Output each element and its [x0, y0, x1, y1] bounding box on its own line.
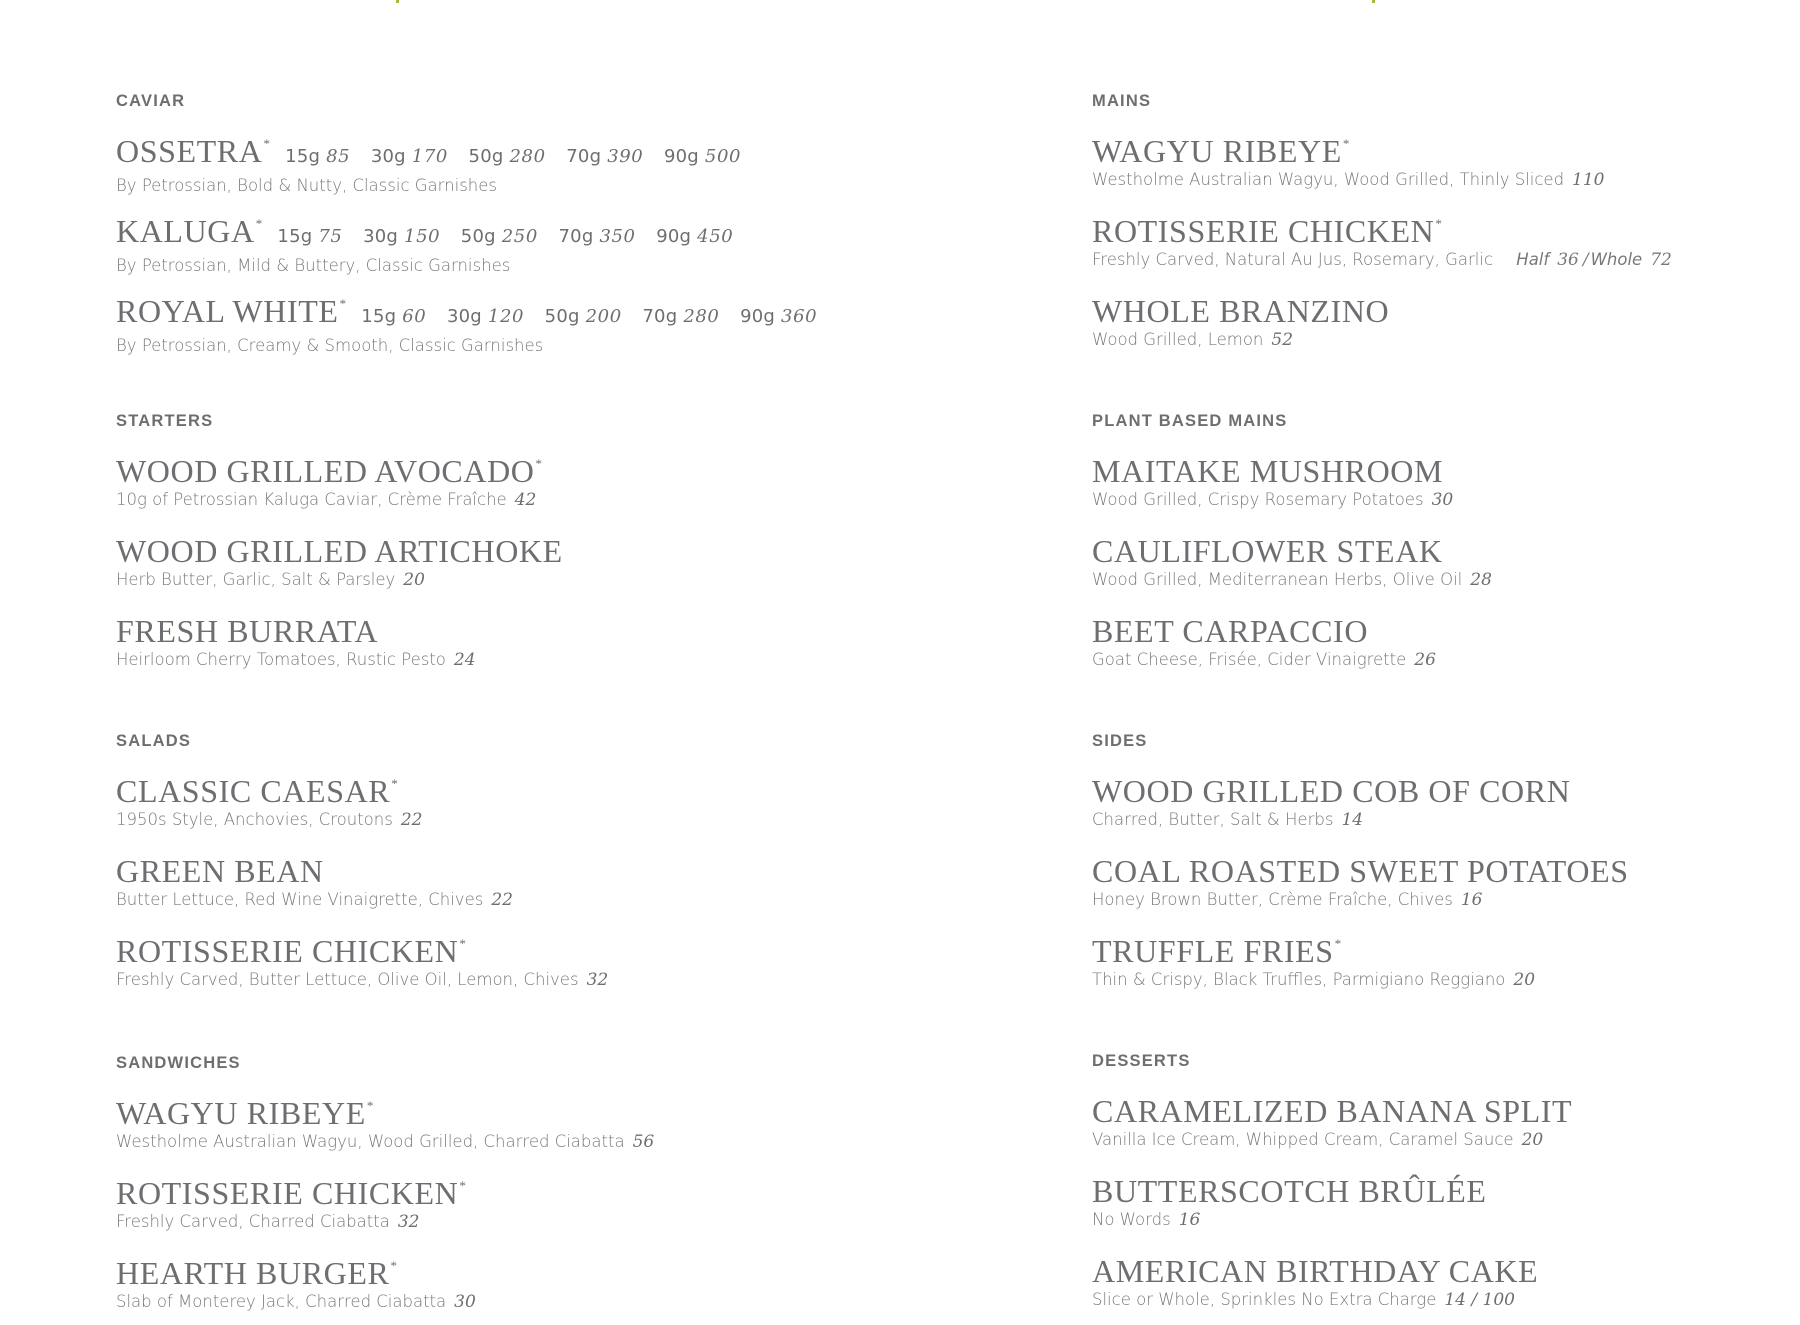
menu-item: [116, 1168, 836, 1233]
item-description: Westholme Australian Wagyu, Wood Grilled, Charred Ciabatta: [116, 1132, 625, 1151]
section-heading: SIDES: [1092, 732, 1148, 750]
item-description: Slab of Monterey Jack, Charred Ciabatta: [116, 1292, 447, 1311]
option-size: 30g: [363, 226, 399, 247]
item-price: 52: [1271, 330, 1294, 350]
item-price: 28: [1470, 570, 1492, 590]
item-price: 26: [1414, 650, 1436, 670]
item-name: KALUGA: [116, 213, 255, 249]
option-price: 360: [781, 306, 818, 327]
item-price: 30: [454, 1292, 476, 1312]
option-size: 30g: [370, 146, 406, 167]
item-description: Goat Cheese, Frisée, Cider Vinaigrette: [1092, 650, 1407, 669]
item-description: Heirloom Cherry Tomatoes, Rustic Pesto: [116, 650, 446, 669]
option-size: 70g: [642, 306, 678, 327]
section-heading: SANDWICHES: [116, 1054, 241, 1072]
item-description: Charred, Butter, Salt & Herbs: [1092, 810, 1334, 829]
item-name: AMERICAN BIRTHDAY CAKE: [1092, 1253, 1539, 1289]
whole-label: Whole: [1590, 250, 1643, 269]
section-plant-based-mains: [1092, 408, 1800, 670]
half-label: Half: [1516, 250, 1550, 269]
menu-item: [1092, 446, 1800, 511]
item-star: *: [535, 456, 543, 471]
section-heading: PLANT BASED MAINS: [1092, 412, 1288, 430]
menu-item: [116, 1248, 836, 1313]
item-name: BUTTERSCOTCH BRÛLÉE: [1092, 1173, 1487, 1209]
item-name: ROTISSERIE CHICKEN: [116, 933, 459, 969]
menu-item: [1092, 286, 1800, 351]
item-description: Westholme Australian Wagyu, Wood Grilled, Thinly Sliced: [1092, 170, 1565, 189]
menu-item: [1092, 926, 1800, 991]
item-price: 20: [1521, 1130, 1544, 1150]
section-starters: [116, 408, 836, 670]
item-star: *: [459, 1178, 467, 1193]
menu-item: [1092, 206, 1800, 271]
menu-item: [116, 926, 836, 991]
option-price: 500: [704, 146, 742, 167]
option-size: 50g: [544, 306, 580, 327]
menu-item: [116, 606, 836, 671]
option-size: 15g: [285, 146, 321, 167]
accent-mark-left: [396, 0, 399, 3]
item-price: 22: [400, 810, 423, 830]
item-name: CARAMELIZED BANANA SPLIT: [1092, 1093, 1573, 1129]
item-name: OSSETRA: [116, 133, 263, 169]
whole-price: 72: [1650, 250, 1672, 270]
section-desserts: [1092, 1048, 1800, 1310]
section-sandwiches: [116, 1050, 836, 1312]
accent-mark-right: [1372, 0, 1375, 3]
item-price: 56: [632, 1132, 655, 1152]
item-name: COAL ROASTED SWEET POTATOES: [1092, 853, 1629, 889]
option-price: 350: [599, 226, 636, 247]
item-description: Wood Grilled, Mediterranean Herbs, Olive Oil: [1092, 570, 1463, 589]
menu-item-ossetra: [116, 126, 836, 197]
option-size: 90g: [740, 306, 776, 327]
item-description: 1950s Style, Anchovies, Croutons: [116, 810, 393, 829]
item-description: Honey Brown Butter, Crème Fraîche, Chives: [1092, 890, 1453, 909]
option-size: 15g: [277, 226, 313, 247]
item-name: BEET CARPACCIO: [1092, 613, 1369, 649]
item-price: 16: [1178, 1210, 1201, 1230]
option-price: 150: [404, 226, 441, 247]
option-size: 15g: [361, 306, 397, 327]
item-description: By Petrossian, Mild & Buttery, Classic Garnishes: [116, 256, 511, 275]
section-heading: SALADS: [116, 732, 192, 750]
menu-item: [1092, 126, 1800, 191]
item-star: *: [1435, 216, 1443, 231]
item-name: ROTISSERIE CHICKEN: [116, 1175, 459, 1211]
menu-item: [1092, 606, 1800, 671]
item-description: Thin & Crispy, Black Truffles, Parmigiano Reggiano: [1092, 970, 1506, 989]
half-price: 36: [1557, 250, 1579, 270]
item-description: Wood Grilled, Lemon: [1092, 330, 1264, 349]
item-star: *: [390, 1258, 398, 1273]
item-star: *: [263, 136, 271, 151]
item-star: *: [255, 216, 263, 231]
item-price: 30: [1431, 490, 1454, 510]
item-description: No Words: [1092, 1210, 1171, 1229]
section-heading: STARTERS: [116, 412, 214, 430]
item-name: WAGYU RIBEYE: [1092, 133, 1342, 169]
item-name: MAITAKE MUSHROOM: [1092, 453, 1444, 489]
option-size: 70g: [566, 146, 602, 167]
section-heading: MAINS: [1092, 92, 1152, 110]
section-mains: [1092, 88, 1800, 350]
item-description: Butter Lettuce, Red Wine Vinaigrette, Chives: [116, 890, 484, 909]
item-price: 32: [586, 970, 609, 990]
item-name: TRUFFLE FRIES: [1092, 933, 1334, 969]
option-price: 200: [585, 306, 622, 327]
item-name: CAULIFLOWER STEAK: [1092, 533, 1443, 569]
item-description: Herb Butter, Garlic, Salt & Parsley: [116, 570, 396, 589]
option-size: 90g: [656, 226, 692, 247]
section-salads: [116, 728, 836, 990]
option-price: 120: [487, 306, 525, 327]
item-star: *: [459, 936, 467, 951]
item-description: By Petrossian, Creamy & Smooth, Classic Garnishes: [116, 336, 544, 355]
item-name: GREEN BEAN: [116, 853, 324, 889]
item-description: Wood Grilled, Crispy Rosemary Potatoes: [1092, 490, 1424, 509]
menu-item: [116, 846, 836, 911]
item-description: Freshly Carved, Butter Lettuce, Olive Oil, Lemon, Chives: [116, 970, 579, 989]
menu-item-royal-white: [116, 286, 836, 357]
item-price: 14 / 100: [1444, 1290, 1515, 1310]
menu-item: [116, 766, 836, 831]
item-description: Slice or Whole, Sprinkles No Extra Charge: [1092, 1290, 1437, 1309]
menu-item: [1092, 526, 1800, 591]
menu-item: [116, 1088, 836, 1153]
item-name: WAGYU RIBEYE: [116, 1095, 366, 1131]
item-name: WOOD GRILLED COB OF CORN: [1092, 773, 1571, 809]
item-name: HEARTH BURGER: [116, 1255, 390, 1291]
item-description: 10g of Petrossian Kaluga Caviar, Crème Fraîche: [116, 490, 507, 509]
option-price: 60: [402, 306, 427, 327]
item-description: By Petrossian, Bold & Nutty, Classic Garnishes: [116, 176, 497, 195]
option-price: 450: [697, 226, 734, 247]
price-separator: /: [1582, 250, 1589, 270]
section-heading: CAVIAR: [116, 92, 186, 110]
item-description: Vanilla Ice Cream, Whipped Cream, Caramel Sauce: [1092, 1130, 1514, 1149]
option-size: 70g: [558, 226, 594, 247]
item-star: *: [391, 776, 399, 791]
section-sides: [1092, 728, 1800, 990]
item-star: *: [1342, 136, 1350, 151]
item-price: 16: [1460, 890, 1483, 910]
item-name: WOOD GRILLED AVOCADO: [116, 453, 535, 489]
menu-item: [116, 446, 836, 511]
menu-item: [116, 526, 836, 591]
item-star: *: [1334, 936, 1342, 951]
item-price: 22: [491, 890, 513, 910]
item-name: FRESH BURRATA: [116, 613, 379, 649]
item-name: WHOLE BRANZINO: [1092, 293, 1390, 329]
option-size: 50g: [468, 146, 504, 167]
item-price: 42: [514, 490, 537, 510]
menu-item: [1092, 1086, 1800, 1151]
item-price: 110: [1572, 170, 1605, 190]
option-price: 250: [501, 226, 538, 247]
menu-item: [1092, 846, 1800, 911]
item-star: *: [339, 296, 347, 311]
item-price: 32: [397, 1212, 420, 1232]
item-price: 14: [1341, 810, 1364, 830]
item-name: CLASSIC CAESAR: [116, 773, 391, 809]
item-description: Freshly Carved, Natural Au Jus, Rosemary, Garlic: [1092, 250, 1494, 269]
item-price: 24: [453, 650, 476, 670]
option-price: 170: [411, 146, 448, 167]
item-star: *: [366, 1098, 374, 1113]
item-description: Freshly Carved, Charred Ciabatta: [116, 1212, 390, 1231]
section-caviar: [116, 88, 836, 355]
menu-item: [1092, 766, 1800, 831]
item-price: 20: [403, 570, 425, 590]
option-size: 50g: [460, 226, 496, 247]
option-price: 75: [318, 226, 343, 247]
menu-item: [1092, 1166, 1800, 1231]
option-price: 280: [683, 306, 720, 327]
option-price: 280: [509, 146, 546, 167]
item-name: ROYAL WHITE: [116, 293, 339, 329]
menu-item: [1092, 1246, 1800, 1311]
option-size: 30g: [446, 306, 482, 327]
item-price: 20: [1513, 970, 1536, 990]
item-name: WOOD GRILLED ARTICHOKE: [116, 533, 563, 569]
item-name: ROTISSERIE CHICKEN: [1092, 213, 1435, 249]
option-price: 85: [326, 146, 351, 167]
section-heading: DESSERTS: [1092, 1052, 1191, 1070]
menu-item-kaluga: [116, 206, 836, 277]
option-price: 390: [607, 146, 644, 167]
option-size: 90g: [663, 146, 699, 167]
